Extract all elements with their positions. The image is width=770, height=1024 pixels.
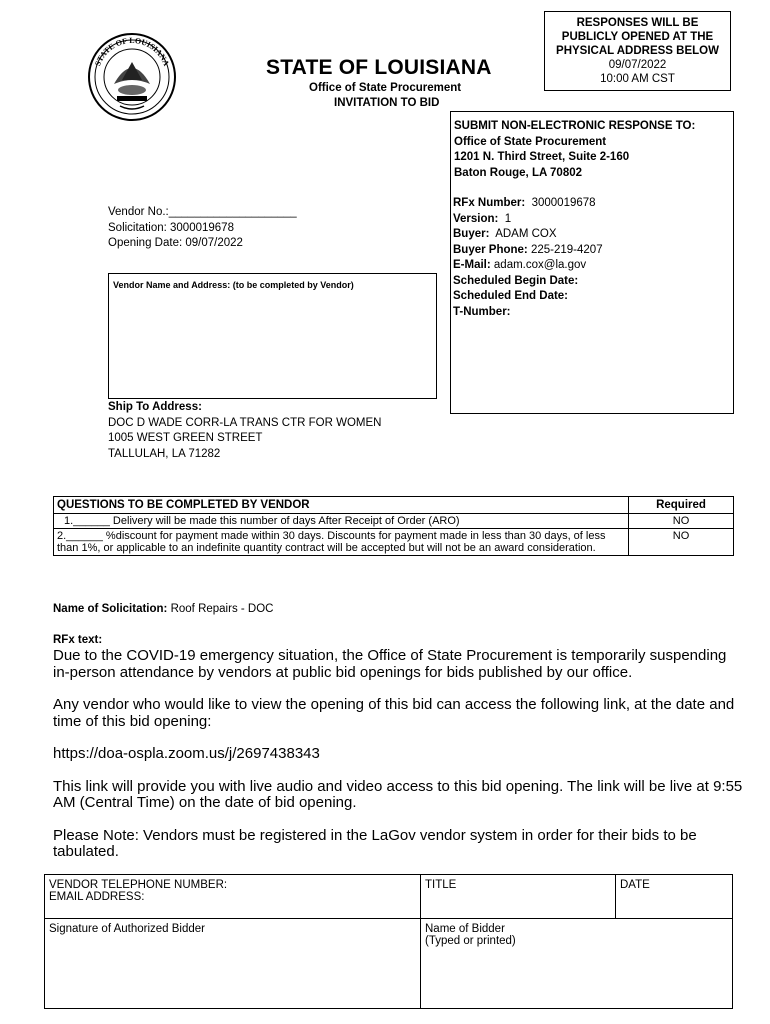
t-number-label: T-Number: bbox=[453, 305, 511, 318]
rfx-body bbox=[53, 648, 743, 877]
svg-text:STATE OF LOUISIANA: STATE OF LOUISIANA bbox=[93, 36, 171, 68]
solicitation-number: Solicitation: 3000019678 bbox=[108, 221, 234, 234]
required-header: Required bbox=[629, 497, 734, 514]
responses-line-1: RESPONSES WILL BE bbox=[576, 17, 699, 29]
begin-date-label: Scheduled Begin Date: bbox=[453, 274, 579, 287]
date-cell[interactable] bbox=[616, 875, 733, 919]
submit-heading: SUBMIT NON-ELECTRONIC RESPONSE TO: bbox=[454, 120, 696, 132]
submit-line-3: Baton Rouge, LA 70802 bbox=[454, 166, 583, 179]
rfx-paragraph-4: This link will provide you with live audio and video access to this bid opening. The link will be live at 9:55 AM (Central Time) on the date of bid opening. bbox=[53, 777, 743, 811]
submit-address bbox=[454, 119, 695, 181]
rfx-paragraph-1: Due to the COVID-19 emergency situation, the Office of State Procurement is temporarily suspending in-person attendance by vendors at public bid openings for bids published by our office. bbox=[53, 647, 727, 681]
bidder-name-cell[interactable] bbox=[421, 919, 733, 1009]
signature-cell[interactable] bbox=[45, 919, 421, 1009]
page-title: STATE OF LOUISIANA bbox=[266, 56, 492, 79]
buyer-phone-value: 225-219-4207 bbox=[530, 243, 603, 256]
rfx-info bbox=[453, 196, 603, 320]
bidder-name-label: Name of Bidder bbox=[425, 923, 505, 935]
vendor-contact-cell[interactable] bbox=[45, 875, 421, 919]
solicitation-name-label: Name of Solicitation: bbox=[53, 603, 168, 615]
doc-type-subtitle: INVITATION TO BID bbox=[334, 97, 440, 109]
rfx-paragraph-2: Any vendor who would like to view the opening of this bid can access the following link, at the date and time of this bid opening: bbox=[53, 696, 735, 730]
zoom-link[interactable]: https://doa-ospla.zoom.us/j/2697438343 bbox=[53, 745, 320, 762]
question-1-text: 1.______ Delivery will be made this number of days After Receipt of Order (ARO) bbox=[54, 514, 629, 529]
ship-to-label: Ship To Address: bbox=[108, 401, 202, 413]
buyer-label: Buyer: bbox=[453, 228, 490, 240]
signature-label: Signature of Authorized Bidder bbox=[49, 923, 205, 935]
question-1-required: NO bbox=[629, 514, 734, 529]
version-label: Version: bbox=[453, 212, 499, 225]
date-label: DATE bbox=[620, 879, 650, 891]
submit-line-2: 1201 N. Third Street, Suite 2-160 bbox=[454, 151, 630, 163]
title-label: TITLE bbox=[425, 879, 457, 891]
responses-time: 10:00 AM CST bbox=[600, 73, 675, 85]
rfx-paragraph-5: Please Note: Vendors must be registered in the LaGov vendor system in order for their bids to be tabulated. bbox=[53, 826, 697, 860]
vendor-number: Vendor No.:____________________ bbox=[108, 206, 297, 218]
questions-header: QUESTIONS TO BE COMPLETED BY VENDOR bbox=[54, 497, 629, 514]
vendor-name-address-box[interactable] bbox=[108, 273, 437, 399]
vendor-info bbox=[108, 205, 297, 252]
title-cell[interactable] bbox=[421, 875, 616, 919]
ship-to-line-3: TALLULAH, LA 71282 bbox=[108, 447, 221, 460]
vendor-name-address-label: Vendor Name and Address: (to be completed by Vendor) bbox=[113, 280, 354, 290]
responses-line-2: PUBLICLY OPENED AT THE bbox=[561, 31, 714, 43]
office-subtitle: Office of State Procurement bbox=[309, 82, 462, 94]
bidder-typed-label: (Typed or printed) bbox=[425, 935, 516, 947]
solicitation-name bbox=[53, 603, 273, 615]
table-row bbox=[54, 514, 734, 529]
signature-table bbox=[44, 874, 733, 1009]
version-value: 1 bbox=[504, 212, 512, 225]
ship-to-line-2: 1005 WEST GREEN STREET bbox=[108, 432, 263, 444]
buyer-phone-label: Buyer Phone: bbox=[453, 243, 528, 256]
responses-line-3: PHYSICAL ADDRESS BELOW bbox=[556, 45, 719, 57]
email-label: E-Mail: bbox=[453, 259, 491, 271]
responses-notice-box bbox=[544, 11, 731, 91]
question-2-required: NO bbox=[629, 529, 734, 556]
ship-to-line-1: DOC D WADE CORR-LA TRANS CTR FOR WOMEN bbox=[108, 416, 382, 429]
question-2-text: 2.______ %discount for payment made within 30 days. Discounts for payment made in less than 30 days, of less than 1%, or applicable to an indefinite quantity contract will be accepted but will not be an award consideration. bbox=[54, 529, 629, 556]
vendor-phone-label: VENDOR TELEPHONE NUMBER: bbox=[49, 879, 228, 891]
solicitation-name-value: Roof Repairs - DOC bbox=[170, 603, 274, 615]
responses-date: 09/07/2022 bbox=[608, 59, 667, 71]
end-date-label: Scheduled End Date: bbox=[453, 290, 569, 302]
opening-date: Opening Date: 09/07/2022 bbox=[108, 237, 243, 249]
vendor-email-label: EMAIL ADDRESS: bbox=[49, 891, 145, 903]
buyer-value: ADAM COX bbox=[495, 228, 557, 240]
submit-line-1: Office of State Procurement bbox=[454, 135, 607, 148]
state-seal-icon bbox=[84, 32, 180, 122]
ship-to-address bbox=[108, 400, 381, 462]
table-row bbox=[54, 529, 734, 556]
rfx-text-label: RFx text: bbox=[53, 634, 103, 646]
rfx-number-label: RFx Number: bbox=[453, 197, 526, 209]
questions-table bbox=[53, 496, 734, 556]
rfx-number: 3000019678 bbox=[531, 197, 596, 209]
email-value: adam.cox@la.gov bbox=[493, 259, 587, 271]
